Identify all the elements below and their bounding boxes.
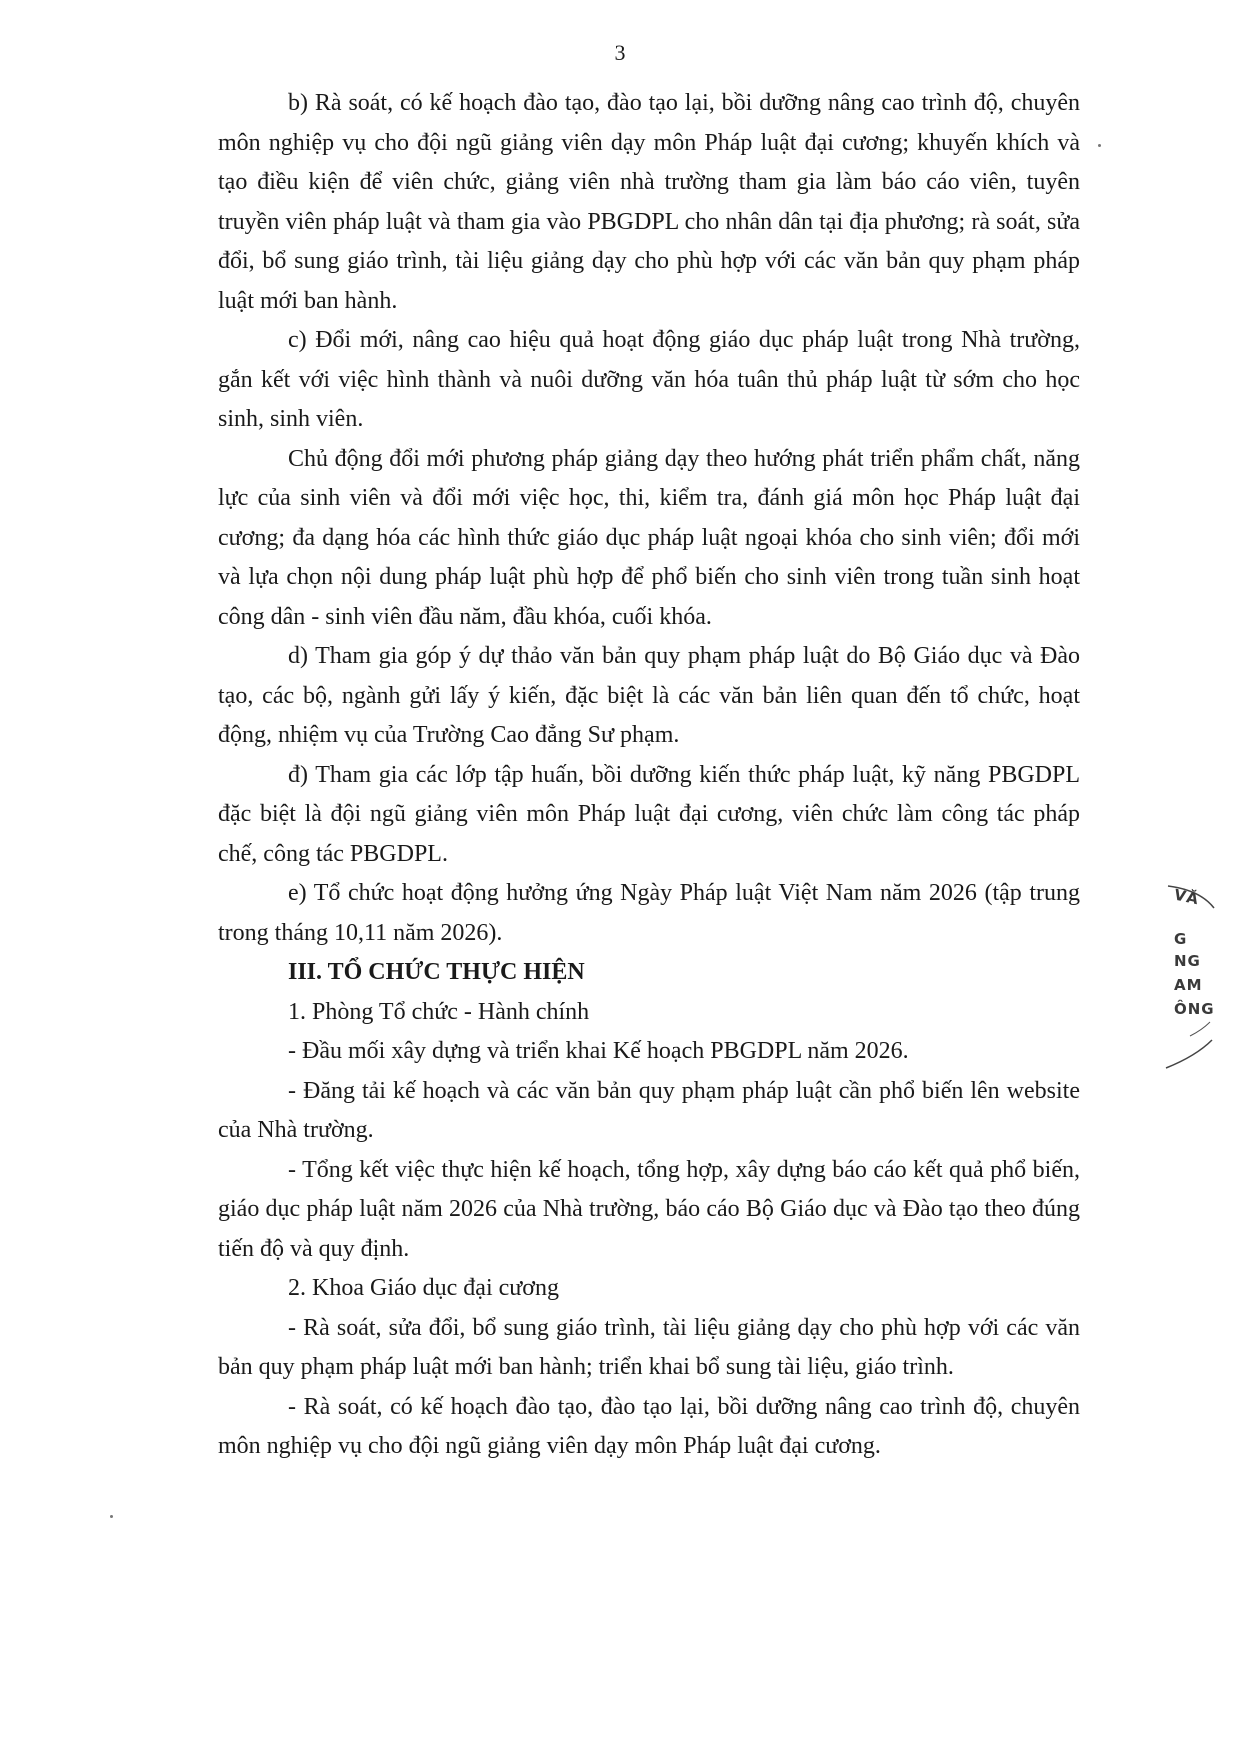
paragraph-dd: đ) Tham gia các lớp tập huấn, bồi dưỡng kiến thức pháp luật, kỹ năng PBGDPL đặc biệt là đội ngũ giảng viên môn Pháp luật đại cương, viên chức làm công tác pháp chế, công tác PBGDPL. [218, 761, 1080, 867]
scan-speck [1098, 144, 1101, 147]
scan-speck [110, 1515, 113, 1518]
stamp-text: VĂ [1172, 885, 1201, 909]
stamp-text: AM [1174, 976, 1203, 994]
section-1-item: - Đầu mối xây dựng và triển khai Kế hoạch PBGDPL năm 2026. [288, 1038, 909, 1064]
document-body [218, 84, 1080, 1467]
paragraph-e: e) Tổ chức hoạt động hưởng ứng Ngày Pháp luật Việt Nam năm 2026 (tập trung trong tháng 10,11 năm 2026). [218, 880, 1080, 946]
page-number: 3 [614, 40, 626, 65]
paragraph-c: c) Đổi mới, nâng cao hiệu quả hoạt động giáo dục pháp luật trong Nhà trường, gắn kết với việc hình thành và nuôi dưỡng văn hóa tuân thủ pháp luật từ sớm cho học sinh, sinh viên. [218, 327, 1080, 432]
stamp-text: NG [1174, 952, 1201, 970]
section-1-title: 1. Phòng Tổ chức - Hành chính [288, 998, 590, 1025]
section-1-item: - Đăng tải kế hoạch và các văn bản quy phạm pháp luật cần phổ biến lên website của Nhà trường. [218, 1077, 1080, 1143]
paragraph-d: d) Tham gia góp ý dự thảo văn bản quy phạm pháp luật do Bộ Giáo dục và Đào tạo, các bộ, ngành gửi lấy ý kiến, đặc biệt là các văn bản liên quan đến tổ chức, hoạt động, nhiệm vụ của Trường Cao đẳng Sư phạm. [218, 643, 1080, 748]
section-2-item: - Rà soát, sửa đổi, bổ sung giáo trình, tài liệu giảng dạy cho phù hợp với các văn bản quy phạm pháp luật mới ban hành; triển khai bổ sung tài liệu, giáo trình. [218, 1314, 1080, 1380]
stamp-fragment [1160, 880, 1220, 1080]
stamp-text: G [1174, 930, 1188, 948]
paragraph-c-continued: Chủ động đổi mới phương pháp giảng dạy theo hướng phát triển phẩm chất, năng lực của sinh viên và đổi mới việc học, thi, kiểm tra, đánh giá môn học Pháp luật đại cương; đa dạng hóa các hình thức giáo dục pháp luật ngoại khóa cho sinh viên; đổi mới và lựa chọn nội dung pháp luật phù hợp để phổ biến cho sinh viên trong tuần sinh hoạt công dân - sinh viên đầu năm, đầu khóa, cuối khóa. [218, 445, 1080, 630]
paragraph-b: b) Rà soát, có kế hoạch đào tạo, đào tạo lại, bồi dưỡng nâng cao trình độ, chuyên môn nghiệp vụ cho đội ngũ giảng viên dạy môn Pháp luật đại cương; khuyến khích và tạo điều kiện để viên chức, giảng viên nhà trường tham gia làm báo cáo viên, tuyên truyền viên pháp luật và tham gia vào PBGDPL cho nhân dân tại địa phương; rà soát, sửa đổi, bổ sung giáo trình, tài liệu giảng dạy cho phù hợp với các văn bản quy phạm pháp luật mới ban hành. [218, 90, 1080, 314]
section-1-item: - Tổng kết việc thực hiện kế hoạch, tổng hợp, xây dựng báo cáo kết quả phổ biến, giáo dục pháp luật năm 2026 của Nhà trường, báo cáo Bộ Giáo dục và Đào tạo theo đúng tiến độ và quy định. [218, 1156, 1080, 1262]
section-heading: III. TỔ CHỨC THỰC HIỆN [288, 959, 585, 985]
section-2-title: 2. Khoa Giáo dục đại cương [288, 1275, 559, 1301]
section-2-item: - Rà soát, có kế hoạch đào tạo, đào tạo lại, bồi dưỡng nâng cao trình độ, chuyên môn nghiệp vụ cho đội ngũ giảng viên dạy môn Pháp luật đại cương. [218, 1393, 1080, 1459]
stamp-text: ÔNG [1174, 1000, 1215, 1018]
